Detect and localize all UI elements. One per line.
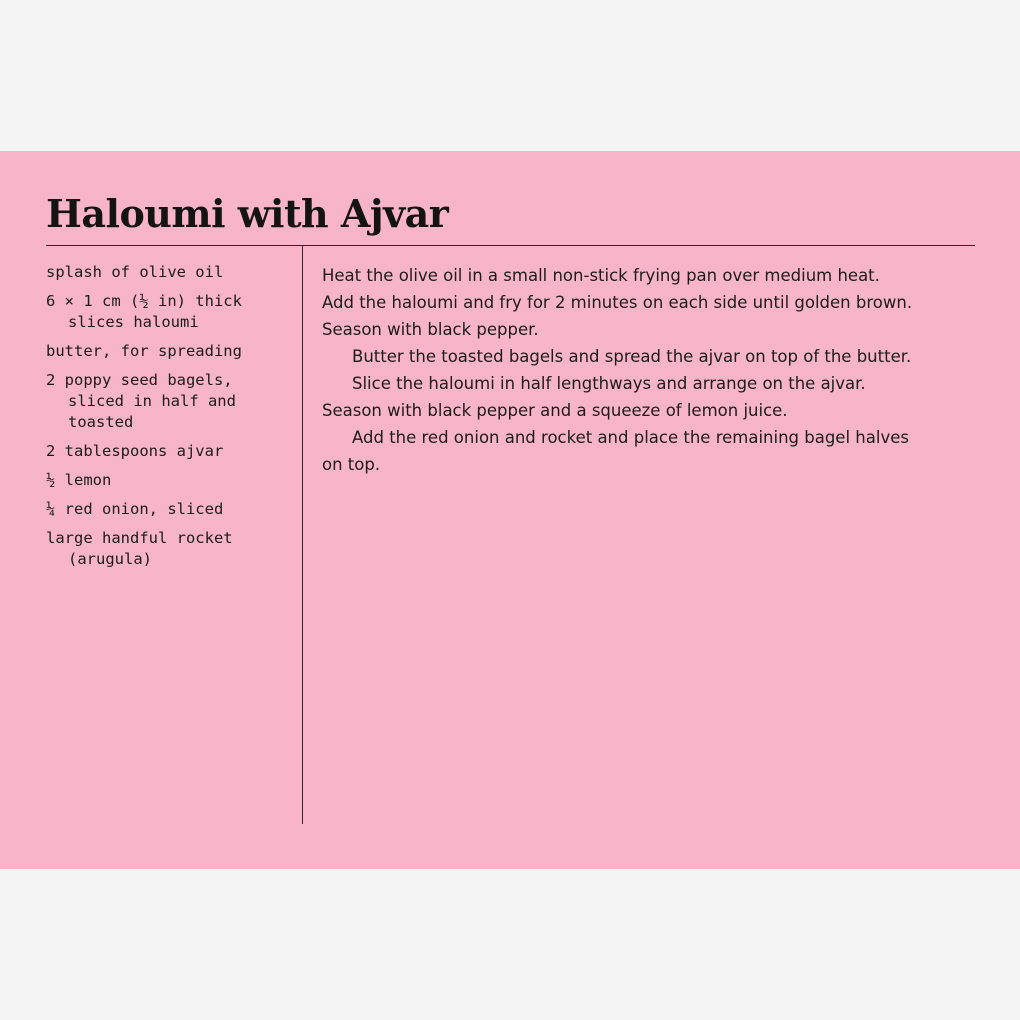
ingredient-item: splash of olive oil: [46, 263, 224, 281]
column-divider: [302, 246, 303, 824]
method-text: [322, 262, 982, 478]
ingredient-item: large handful rocket (arugula): [46, 529, 233, 568]
recipe-title: Haloumi with Ajvar: [46, 191, 449, 236]
ingredients-list: [46, 262, 291, 578]
method-line: Add the red onion and rocket and place the remaining bagel halves: [352, 428, 909, 447]
ingredient-item: butter, for spreading: [46, 342, 242, 360]
ingredient-item: 2 poppy seed bagels, sliced in half and toasted: [46, 371, 236, 431]
method-line: Slice the haloumi in half lengthways and arrange on the ajvar.: [352, 374, 866, 393]
ingredient-item: ½ lemon: [46, 471, 112, 489]
ingredient-item: 2 tablespoons ajvar: [46, 442, 224, 460]
title-rule: [46, 245, 975, 246]
method-line: on top.: [322, 455, 381, 474]
method-line: Heat the olive oil in a small non-stick frying pan over medium heat.: [322, 266, 880, 285]
ingredient-item: 6 × 1 cm (½ in) thick slices haloumi: [46, 292, 242, 331]
ingredient-item: ¼ red onion, sliced: [46, 500, 224, 518]
method-line: Add the haloumi and fry for 2 minutes on each side until golden brown.: [322, 293, 913, 312]
method-line: Season with black pepper.: [322, 320, 539, 339]
method-line: Butter the toasted bagels and spread the ajvar on top of the butter.: [352, 347, 912, 366]
method-line: Season with black pepper and a squeeze of lemon juice.: [322, 401, 788, 420]
